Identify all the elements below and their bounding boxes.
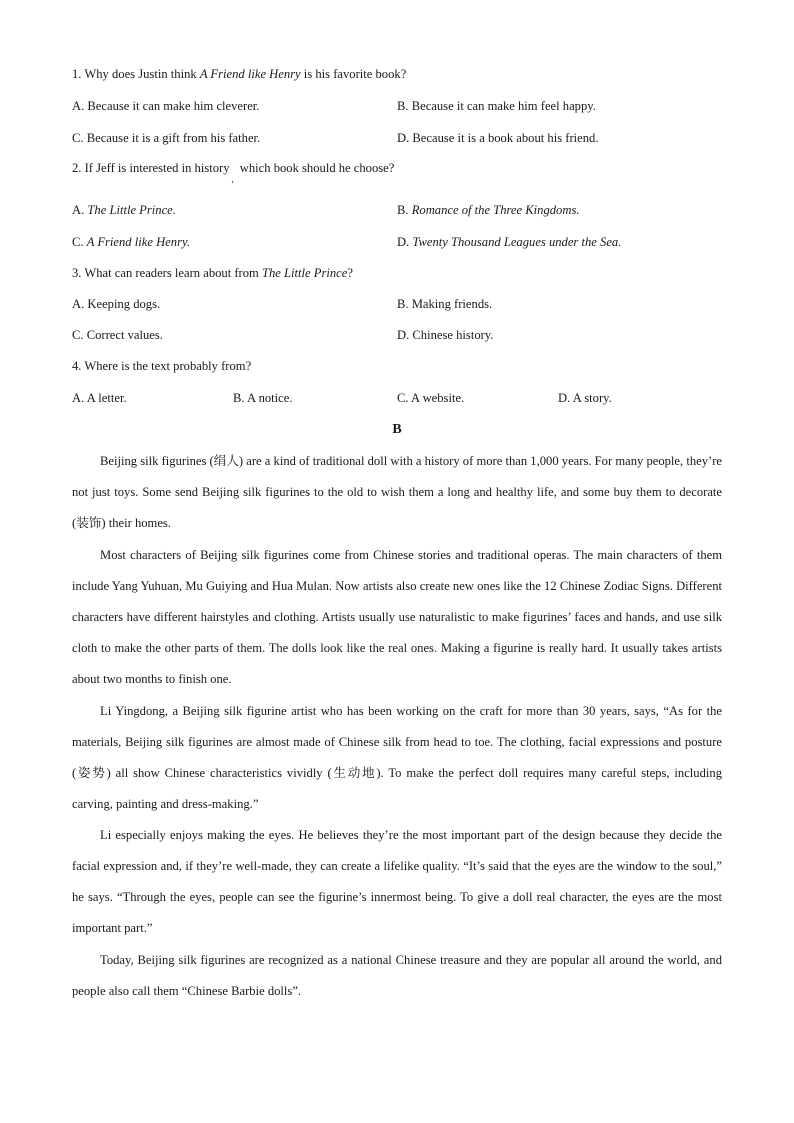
passage-paragraph-1: Beijing silk figurines (绢人) are a kind of traditional doll with a history of more than 1,000 years. For many people, they’re not just toys. Some send Beijing silk figurines to the old to wish them a long and healthy life, and some buy them to decorate (装饰) their homes. <box>72 454 722 530</box>
question-3 <box>72 266 353 281</box>
question-3-suffix: ? <box>347 266 353 280</box>
question-3-option-a[interactable]: A. Keeping dogs. <box>72 297 161 311</box>
question-1 <box>72 67 406 82</box>
question-1-suffix: is his favorite book? <box>300 67 407 81</box>
question-3-prefix: 3. What can readers learn about from <box>72 266 262 280</box>
question-3-option-c[interactable]: C. Correct values. <box>72 328 163 342</box>
question-4-option-a[interactable]: A. A letter. <box>72 391 127 405</box>
question-4-option-d[interactable]: D. A story. <box>558 391 612 405</box>
question-2-option-a[interactable]: A. The Little Prince. <box>72 203 176 217</box>
question-3-option-d[interactable]: D. Chinese history. <box>397 328 494 342</box>
question-4-prefix: 4. Where is the text probably from? <box>72 359 252 373</box>
question-3-book-title: The Little Prince <box>262 266 348 280</box>
question-2-suffix: which book should he choose? <box>239 161 395 175</box>
question-1-option-d[interactable]: D. Because it is a book about his friend. <box>397 131 599 145</box>
passage-paragraph-4: Li especially enjoys making the eyes. He believes they’re the most important part of the design because they decide the facial expression and, if they’re well-made, they can create a lifelike quality. “It’s said that the eyes are the window to the soul,” he says. “Through the eyes, people can see the figurine’s innermost being. To give a doll real character, the eyes are the most important part.” <box>72 828 722 935</box>
question-2-prefix: 2. If Jeff is interested in history <box>72 161 230 175</box>
section-heading: B <box>392 422 402 437</box>
question-2-option-b[interactable]: B. Romance of the Three Kingdoms. <box>397 203 580 217</box>
question-4-option-c[interactable]: C. A website. <box>397 391 465 405</box>
question-2 <box>72 161 395 184</box>
question-4-option-b[interactable]: B. A notice. <box>233 391 293 405</box>
question-1-option-c[interactable]: C. Because it is a gift from his father. <box>72 131 261 145</box>
question-4 <box>72 359 251 374</box>
question-3-option-b[interactable]: B. Making friends. <box>397 297 493 311</box>
question-1-option-b[interactable]: B. Because it can make him feel happy. <box>397 99 596 113</box>
question-1-book-title: A Friend like Henry <box>199 67 301 81</box>
passage-paragraph-5: Today, Beijing silk figurines are recognized as a national Chinese treasure and they are popular all around the world, and people also call them “Chinese Barbie dolls”. <box>72 953 722 998</box>
question-2-comma: , <box>231 174 234 184</box>
passage-paragraph-2: Most characters of Beijing silk figurines come from Chinese stories and traditional operas. The main characters of them include Yang Yuhuan, Mu Guiying and Hua Mulan. Now artists also create new ones like the 12 Chinese Zodiac Signs. Different characters have different hairstyles and clothing. Artists usually use naturalistic to make figurines’ faces and hands, and use silk cloth to make the other parts of them. The dolls look like the real ones. Making a figurine is really hard. It usually takes artists about two months to finish one. <box>72 548 722 686</box>
question-1-option-a[interactable]: A. Because it can make him cleverer. <box>72 99 260 113</box>
question-1-prefix: 1. Why does Justin think <box>72 67 200 81</box>
passage-paragraph-3: Li Yingdong, a Beijing silk figurine artist who has been working on the craft for more than 30 years, says, “As for the materials, Beijing silk figurines are almost made of Chinese silk from head to toe. The clothing, facial expressions and posture (姿势) all show Chinese characteristics vividly (生动地). To make the perfect doll requires many careful steps, including carving, painting and dress-making.” <box>72 704 722 811</box>
question-2-option-c[interactable]: C. A Friend like Henry. <box>72 235 191 249</box>
question-2-option-d[interactable]: D. Twenty Thousand Leagues under the Sea. <box>397 235 622 249</box>
